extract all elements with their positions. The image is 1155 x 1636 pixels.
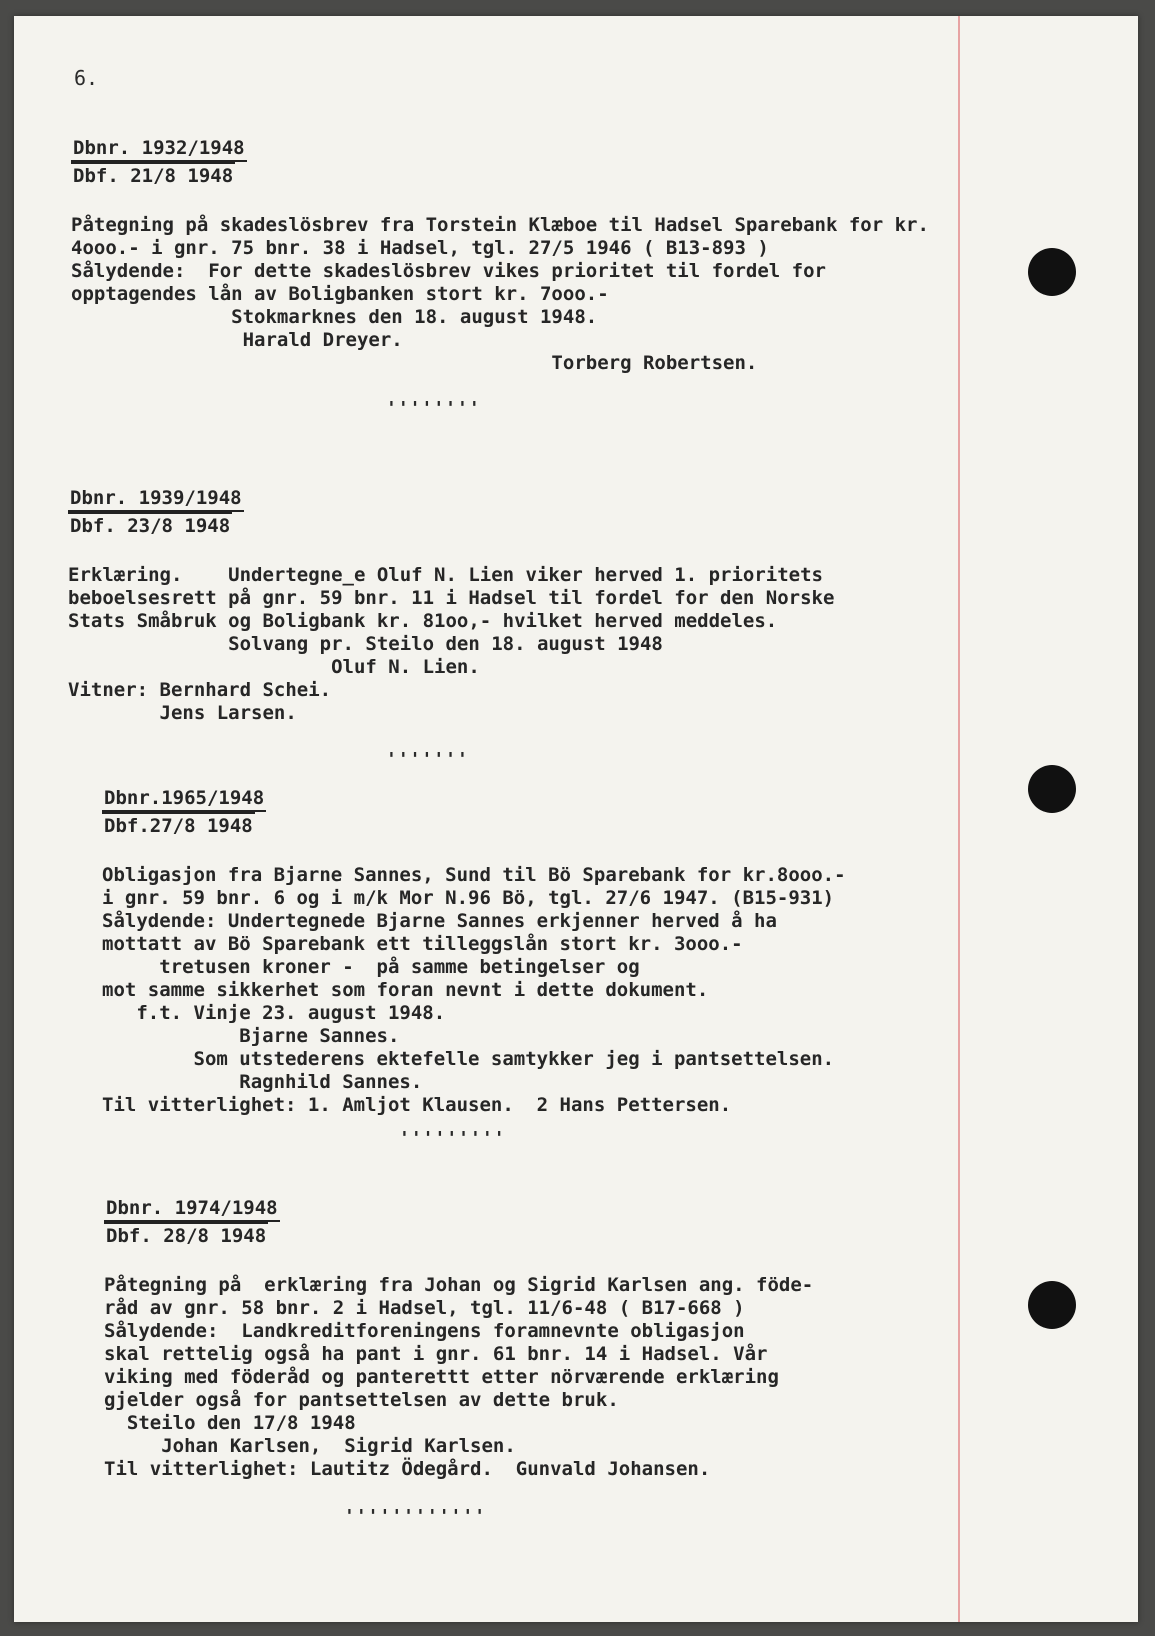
separator-ticks: ''''''''' bbox=[399, 1128, 506, 1149]
dbf-line: Dbf. 23/8 1948 bbox=[68, 512, 232, 538]
document-page bbox=[14, 16, 1138, 1622]
entry-header bbox=[68, 486, 834, 538]
dbnr-line: Dbnr. 1932/1948 bbox=[71, 136, 247, 162]
dbf-line: Dbf. 21/8 1948 bbox=[71, 162, 235, 188]
entry-text: Erklæring. Undertegne_e Oluf N. Lien viker herved 1. prioritets beboelsesrett på gnr. 59 bnr. 11 i Hadsel til fordel for den Norske Stats Småbruk og Boligbank kr. 81oo,- hvilket herved meddeles. Solvang pr. Steilo den 18. august 1948 Oluf N. Lien. Vitner: Bernhard Schei. Jens Larsen. bbox=[68, 564, 835, 724]
entry-text: Obligasjon fra Bjarne Sannes, Sund til Bö Sparebank for kr.8ooo.- i gnr. 59 bnr. 6 og i m/k Mor N.96 Bö, tgl. 27/6 1947. (B15-931) Sålydende: Undertegnede Bjarne Sannes erkjenner herved å ha mottatt av Bö Sparebank ett tilleggslån stort kr. 3ooo.- tretusen kroner - på samme betingelser og mot samme sikkerhet som foran nevnt i dette dokument. f.t. Vinje 23. august 1948. Bjarne Sannes. Som utstederens ektefelle samtykker jeg i pantsettelsen. Ragnhild Sannes. Til vitterlighet: 1. Amljot Klausen. 2 Hans Pettersen. bbox=[102, 864, 846, 1116]
entry-1974 bbox=[104, 1196, 813, 1481]
punch-hole bbox=[1028, 765, 1076, 813]
dbnr-line: Dbnr. 1939/1948 bbox=[68, 486, 244, 512]
dbf-line: Dbf.27/8 1948 bbox=[102, 812, 255, 838]
punch-hole bbox=[1028, 248, 1076, 296]
entry-1939 bbox=[68, 486, 834, 725]
entry-header bbox=[104, 1196, 813, 1248]
entry-header bbox=[102, 786, 846, 838]
separator-ticks: ''''''' bbox=[386, 749, 469, 770]
entry-1932 bbox=[71, 136, 929, 375]
punch-hole bbox=[1028, 1281, 1076, 1329]
entry-text: Påtegning på erklæring fra Johan og Sigrid Karlsen ang. föde- råd av gnr. 58 bnr. 2 i Hadsel, tgl. 11/6-48 ( B17-668 ) Sålydende: Landkreditforeningens foramnevnte obligasjon skal rettelig også ha pant i gnr. 61 bnr. 14 i Hadsel. Vår viking med föderåd og panterettt etter nörværende erklæring gjelder også for pantsettelsen av dette bruk. Steilo den 17/8 1948 Johan Karlsen, Sigrid Karlsen. Til vitterlighet: Lautitz Ödegård. Gunvald Johansen. bbox=[104, 1274, 814, 1480]
separator-ticks: '''''''''''' bbox=[344, 1506, 487, 1527]
separator-ticks: '''''''' bbox=[386, 398, 481, 419]
entry-1965 bbox=[102, 786, 846, 1117]
dbnr-line: Dbnr. 1974/1948 bbox=[104, 1196, 280, 1222]
entry-header bbox=[71, 136, 929, 188]
dbf-line: Dbf. 28/8 1948 bbox=[104, 1222, 268, 1248]
margin-line bbox=[958, 16, 960, 1622]
entry-text: Påtegning på skadeslösbrev fra Torstein Klæboe til Hadsel Sparebank for kr. 4ooo.- i gnr. 75 bnr. 38 i Hadsel, tgl. 27/5 1946 ( B13-893 ) Sålydende: For dette skadeslösbrev vikes prioritet til fordel for opptagendes lån av Boligbanken stort kr. 7ooo.- Stokmarknes den 18. august 1948. Harald Dreyer. Torberg Robertsen. bbox=[71, 214, 929, 374]
dbnr-line: Dbnr.1965/1948 bbox=[102, 786, 266, 812]
page-number: 6. bbox=[74, 66, 99, 90]
